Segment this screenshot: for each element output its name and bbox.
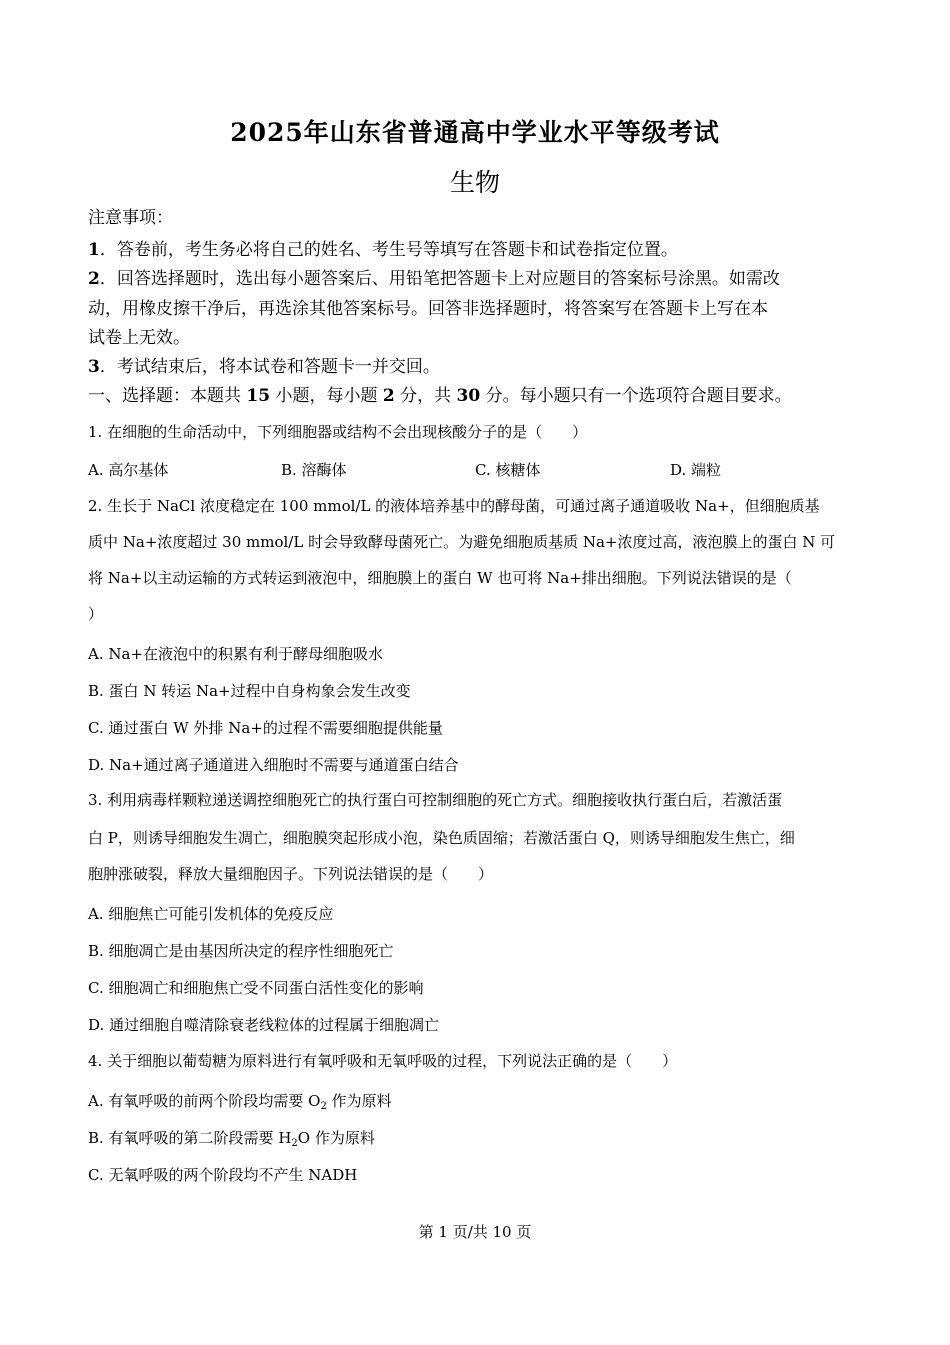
question-2-line4: ） (88, 605, 104, 623)
section-text: 分，共 (400, 386, 452, 406)
notice-item-2-line3: 试卷上无效。 (88, 328, 190, 348)
section-heading (88, 383, 878, 409)
section-text: 小题，每小题 (275, 386, 378, 406)
question-2-line3: 将 Na+以主动运输的方式转运到液泡中，细胞膜上的蛋白 W 也可将 Na+排出细胞。下列说法错误的是（ (88, 569, 792, 587)
notice-heading: 注意事项： (88, 208, 173, 228)
question-2-option-b: B. 蛋白 N 转运 Na+过程中自身构象会发生改变 (88, 682, 411, 700)
option-a: A. 高尔基体 (88, 461, 169, 479)
option-text: A. 有氧呼吸的前两个阶段均需要 O (88, 1092, 321, 1110)
question-3-option-b: B. 细胞凋亡是由基因所决定的程序性细胞死亡 (88, 942, 394, 960)
notice-item-num: 2 (88, 269, 100, 289)
question-3-option-c: C. 细胞凋亡和细胞焦亡受不同蛋白活性变化的影响 (88, 979, 424, 997)
exam-title: 2025年山东省普通高中学业水平等级考试 (230, 118, 720, 147)
notice-item-2-line2: 动，用橡皮擦干净后，再选涂其他答案标号。回答非选择题时，将答案写在答题卡上写在本 (88, 299, 768, 319)
question-4-option-a (88, 1090, 392, 1118)
question-3-option-a: A. 细胞焦亡可能引发机体的免疫反应 (88, 905, 334, 923)
question-2-option-c: C. 通过蛋白 W 外排 Na+的过程不需要细胞提供能量 (88, 719, 443, 737)
option-c: C. 核糖体 (475, 461, 541, 479)
page-number: 第 1 页/共 10 页 (418, 1223, 532, 1241)
notice-item-1 (88, 237, 868, 263)
notice-item-2 (88, 266, 868, 292)
question-3-option-d: D. 通过细胞自噬清除衰老线粒体的过程属于细胞凋亡 (88, 1016, 440, 1034)
section-text: 分。每小题只有一个选项符合题目要求。 (485, 386, 792, 406)
question-3-line1: 3. 利用病毒样颗粒递送调控细胞死亡的执行蛋白可控制细胞的死亡方式。细胞接收执行蛋白后，若激活蛋 (88, 791, 783, 809)
question-3-line2: 白 P，则诱导细胞发生凋亡，细胞膜突起形成小泡，染色质固缩；若激活蛋白 Q，则诱导细胞发生焦亡，细 (88, 829, 795, 847)
question-4-option-b (88, 1127, 375, 1155)
section-count: 15 (246, 386, 271, 406)
option-text: O 作为原料 (297, 1129, 375, 1147)
notice-item-num: 3 (88, 357, 100, 377)
option-b: B. 溶酶体 (281, 461, 347, 479)
question-2-line1: 2. 生长于 NaCl 浓度稳定在 100 mmol/L 的液体培养基中的酵母菌，可通过离子通道吸收 Na+，但细胞质基 (88, 497, 820, 515)
notice-item-3 (88, 354, 868, 380)
question-2-option-a: A. Na+在液泡中的积累有利于酵母细胞吸水 (88, 645, 384, 663)
question-2-line2: 质中 Na+浓度超过 30 mmol/L 时会导致酵母菌死亡。为避免细胞质基质 Na+浓度过高，液泡膜上的蛋白 N 可 (88, 533, 836, 551)
subscript: 2 (291, 1138, 298, 1149)
subscript: 2 (320, 1101, 327, 1112)
notice-item-text: ．考试结束后，将本试卷和答题卡一并交回。 (99, 357, 440, 377)
notice-item-text: ．答卷前，考生务必将自己的姓名、考生号等填写在答题卡和试卷指定位置。 (99, 240, 678, 260)
option-d: D. 端粒 (670, 461, 722, 479)
question-2-option-d: D. Na+通过离子通道进入细胞时不需要与通道蛋白结合 (88, 756, 459, 774)
exam-subject: 生物 (449, 168, 500, 197)
section-text: 一、选择题：本题共 (88, 386, 241, 406)
question-1-stem: 1. 在细胞的生命活动中，下列细胞器或结构不会出现核酸分子的是（ ） (88, 423, 588, 441)
section-points: 2 (382, 386, 395, 406)
question-4-stem: 4. 关于细胞以葡萄糖为原料进行有氧呼吸和无氧呼吸的过程，下列说法正确的是（ ） (88, 1052, 678, 1070)
option-text: B. 有氧呼吸的第二阶段需要 H (88, 1129, 292, 1147)
option-text: 作为原料 (326, 1092, 392, 1110)
section-total: 30 (456, 386, 481, 406)
notice-item-num: 1 (88, 240, 100, 260)
question-4-option-c: C. 无氧呼吸的两个阶段均不产生 NADH (88, 1166, 358, 1184)
question-3-line3: 胞肿涨破裂，释放大量细胞因子。下列说法错误的是（ ） (88, 865, 494, 883)
notice-item-text: ．回答选择题时，选出每小题答案后、用铅笔把答题卡上对应题目的答案标号涂黑。如需改 (99, 269, 780, 289)
